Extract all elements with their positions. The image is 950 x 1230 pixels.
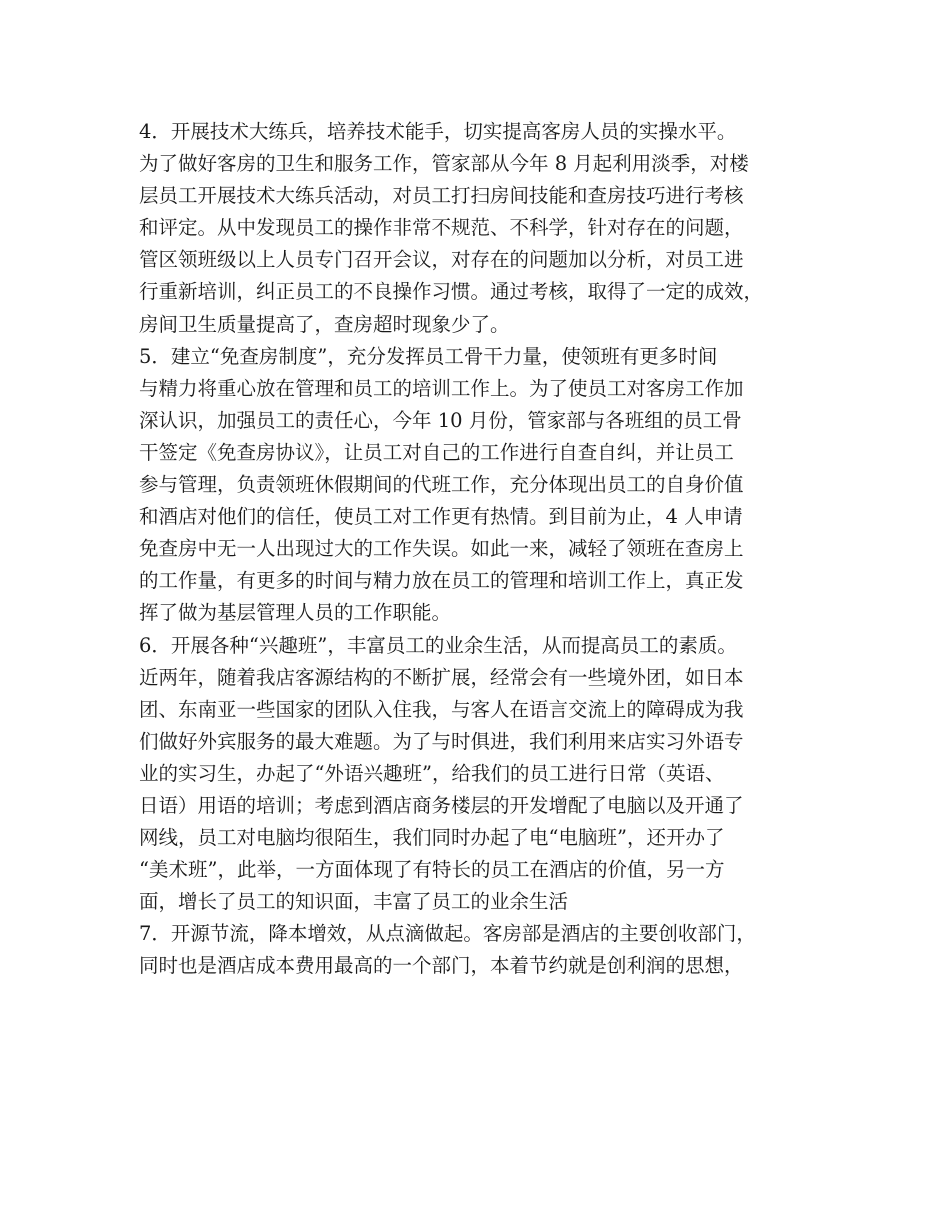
- text-line: 房间卫生质量提高了，查房超时现象少了。: [139, 312, 510, 336]
- text-line: “美术班”，此举，一方面体现了有特长的员工在酒店的价值，另一方: [139, 858, 725, 882]
- text-line: 干签定《免查房协议》，让员工对自己的工作进行自查自纠，并让员工: [139, 440, 734, 464]
- text-line: 面，增长了员工的知识面，丰富了员工的业余生活: [139, 890, 569, 914]
- text-line: 与精力将重心放在管理和员工的培训工作上。为了使员工对客房工作加: [139, 376, 744, 400]
- text-line: 同时也是酒店成本费用最高的一个部门，本着节约就是创利润的思想，: [139, 954, 744, 978]
- text-line: 7．开源节流，降本增效，从点滴做起。客房部是酒店的主要创收部门，: [139, 922, 756, 946]
- text-line: 们做好外宾服务的最大难题。为了与时俱进，我们利用来店实习外语专: [139, 729, 744, 753]
- text-line: 层员工开展技术大练兵活动，对员工打扫房间技能和查房技巧进行考核: [139, 184, 744, 208]
- text-line: 日语）用语的培训；考虑到酒店商务楼层的开发增配了电脑以及开通了: [139, 793, 744, 817]
- text-line: 为了做好客房的卫生和服务工作，管家部从今年 8 月起利用淡季，对楼: [139, 152, 749, 176]
- text-line: 5．建立“免查房制度”，充分发挥员工骨干力量，使领班有更多时间: [139, 344, 718, 368]
- text-line: 行重新培训，纠正员工的不良操作习惯。通过考核，取得了一定的成效，: [139, 280, 764, 304]
- text-line: 6．开展各种“兴趣班”，丰富员工的业余生活，从而提高员工的素质。: [139, 633, 737, 657]
- text-line: 4．开展技术大练兵，培养技术能手，切实提高客房人员的实操水平。: [139, 120, 737, 143]
- text-line: 网线，员工对电脑均很陌生，我们同时办起了电“电脑班”，还开办了: [139, 826, 725, 850]
- text-line: 免查房中无一人出现过大的工作失误。如此一来，减轻了领班在查房上: [139, 537, 744, 561]
- text-line: 和评定。从中发现员工的操作非常不规范、不科学，针对存在的问题，: [139, 216, 744, 240]
- text-line: 近两年，随着我店客源结构的不断扩展，经常会有一些境外团，如日本: [139, 665, 744, 689]
- text-line: 挥了做为基层管理人员的工作职能。: [139, 601, 452, 625]
- text-line: 团、东南亚一些国家的团队入住我，与客人在语言交流上的障碍成为我: [139, 697, 744, 721]
- text-line: 和酒店对他们的信任，使员工对工作更有热情。到目前为止，4 人申请: [139, 505, 743, 529]
- text-line: 参与管理，负责领班休假期间的代班工作，充分体现出员工的自身价值: [139, 473, 744, 497]
- text-line: 业的实习生，办起了“外语兴趣班”，给我们的员工进行日常（英语、: [139, 761, 725, 785]
- text-line: 深认识，加强员工的责任心，今年 10 月份，管家部与各班组的员工骨: [139, 408, 742, 432]
- text-line: 管区领班级以上人员专门召开会议，对存在的问题加以分析，对员工进: [139, 248, 744, 272]
- text-line: 的工作量，有更多的时间与精力放在员工的管理和培训工作上，真正发: [139, 569, 744, 593]
- body-text: [139, 116, 839, 983]
